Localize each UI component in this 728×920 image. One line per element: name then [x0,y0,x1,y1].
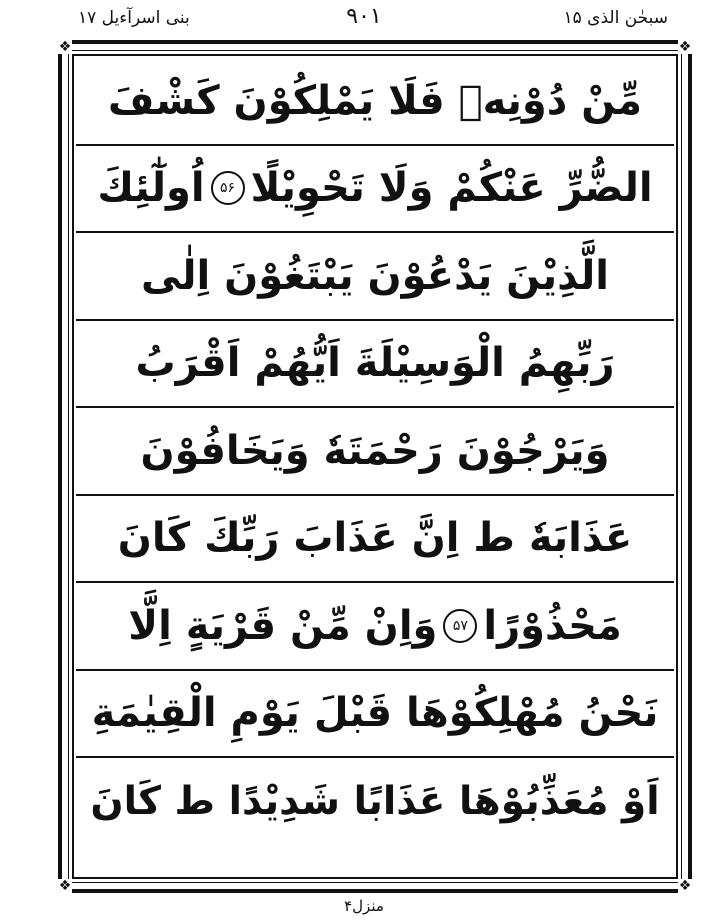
text-line [76,496,674,584]
text-line [76,671,674,759]
line-text: مَحْذُوْرًا [483,602,622,649]
corner-ornament-icon: ❖ [58,39,72,55]
ayah-number-marker: ۵۷ [443,609,477,643]
line-text-after: اُولٰٓئِكَ [97,165,205,212]
line-text-after: وَاِنْ مِّنْ قَرْيَةٍ اِلَّا [128,602,438,649]
line-text: الَّذِيْنَ يَدْعُوْنَ يَبْتَغُوْنَ اِلٰى [141,252,609,299]
corner-ornament-icon: ❖ [678,39,692,55]
line-text: مِّنْ دُوْنِهٖ فَلَا يَمْلِكُوْنَ كَشْفَ [108,77,642,124]
text-line [76,146,674,234]
page-border-frame [58,40,692,893]
text-line [76,233,674,321]
line-text: وَيَرْجُوْنَ رَحْمَتَهٗ وَيَخَافُوْنَ [140,427,610,474]
text-line [76,408,674,496]
text-line [76,58,674,146]
text-line [76,758,674,846]
manzil-footer: منزل۴ [344,897,384,915]
line-text: اَوْ مُعَذِّبُوْهَا عَذَابًا شَدِيْدًا ط كَانَ [90,779,660,825]
page-header [0,0,728,40]
page-number: ۹۰۱ [346,4,382,29]
corner-ornament-icon: ❖ [678,878,692,894]
line-text: عَذَابَهٗ ط اِنَّ عَذَابَ رَبِّكَ كَانَ [117,515,633,562]
text-line [76,583,674,671]
line-text: رَبِّهِمُ الْوَسِيْلَةَ اَيُّهُمْ اَقْرَبُ [135,340,615,387]
line-text: الضُّرِّ عَنْكُمْ وَلَا تَحْوِيْلًا [250,165,653,212]
text-line [76,321,674,409]
juz-title: سبحٰن الذی ۱۵ [563,8,668,28]
ayah-number-marker: ۵۶ [211,171,245,205]
surah-title: بنی اسرآءیل ۱۷ [78,8,190,28]
corner-ornament-icon: ❖ [58,878,72,894]
text-lines [76,58,674,875]
line-text: نَحْنُ مُهْلِكُوْهَا قَبْلَ يَوْمِ الْقِيٰمَةِ [91,690,659,737]
